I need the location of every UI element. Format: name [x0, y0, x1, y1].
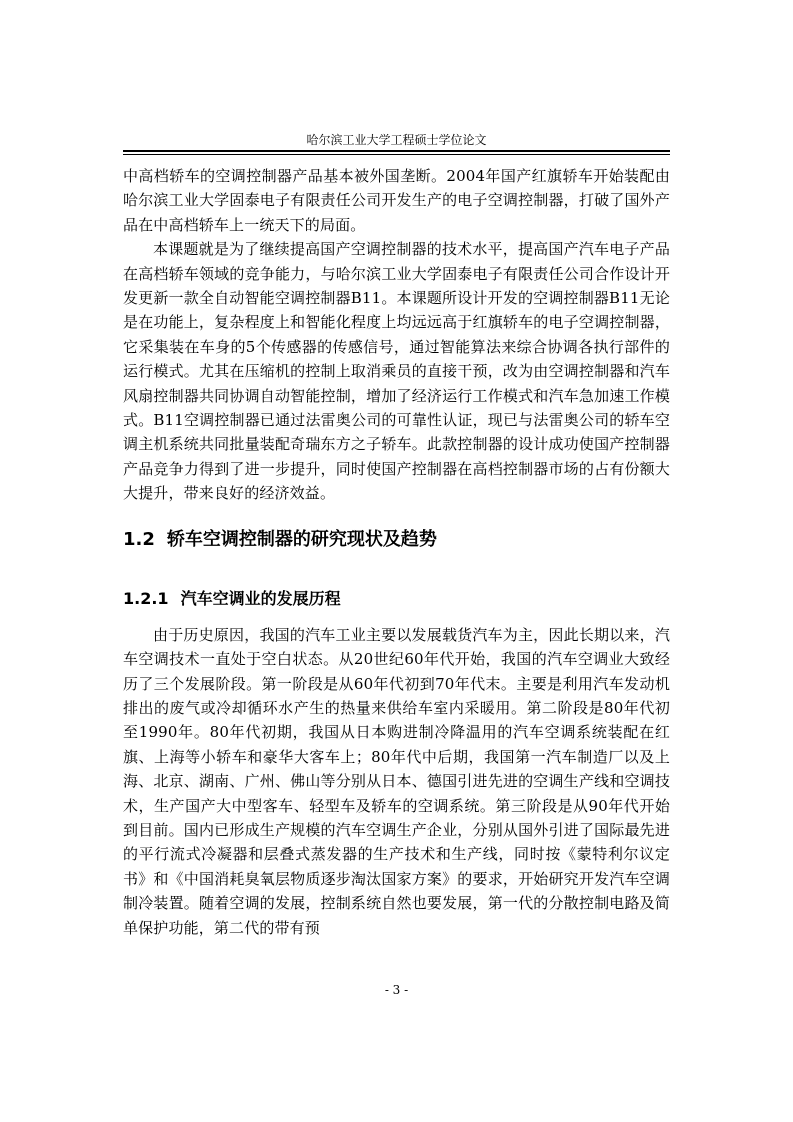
page-body	[123, 164, 670, 940]
header-rule-thin	[123, 154, 670, 155]
section-heading	[123, 527, 670, 553]
paragraph: 由于历史原因，我国的汽车工业主要以发展载货汽车为主，因此长期以来，汽车空调技术一直处于空白状态。从20世纪60年代开始，我国的汽车空调业大致经历了三个发展阶段。第一阶段是从60年代初到70年代末。主要是利用汽车发动机排出的废气或冷却循环水产生的热量来供给车室内采暖用。第二阶段是80年代初至1990年。80年代初期，我国从日本购进制冷降温用的汽车空调系统装配在红旗、上海等小轿车和豪华大客车上；80年代中后期，我国第一汽车制造厂以及上海、北京、湖南、广州、佛山等分别从日本、德国引进先进的空调生产线和空调技术，生产国产大中型客车、轻型车及轿车的空调系统。第三阶段是从90年代开始到目前。国内已形成生产规模的汽车空调生产企业，分别从国外引进了国际最先进的平行流式冷凝器和层叠式蒸发器的生产技术和生产线，同时按《蒙特利尔议定书》和《中国消耗臭氧层物质逐步淘汰国家方案》的要求，开始研究开发汽车空调制冷装置。随着空调的发展，控制系统自然也要发展，第一代的分散控制电路及简单保护功能，第二代的带有预	[123, 625, 670, 937]
subsection-title: 汽车空调业的发展历程	[180, 588, 341, 608]
subsection-heading	[123, 587, 670, 611]
paragraph: 本课题就是为了继续提高国产空调控制器的技术水平，提高国产汽车电子产品在高档轿车领域的竞争能力，与哈尔滨工业大学固泰电子有限责任公司合作设计开发更新一款全自动智能空调控制器B11。本课题所设计开发的空调控制器B11无论是在功能上，复杂程度上和智能化程度上均远远高于红旗轿车的电子空调控制器，它采集装在车身的5个传感器的传感信号，通过智能算法来综合协调各执行部件的运行模式。尤其在压缩机的控制上取消乘员的直接干预，改为由空调控制器和汽车风扇控制器共同协调自动智能控制，增加了经济运行工作模式和汽车急加速工作模式。B11空调控制器已通过法雷奥公司的可靠性认证，现已与法雷奥公司的轿车空调主机系统共同批量装配奇瑞东方之子轿车。此款控制器的设计成功使国产控制器产品竞争力得到了进一步提升，同时使国产控制器在高档控制器市场的占有份额大大提升，带来良好的经济效益。	[123, 240, 670, 503]
paragraph: 中高档轿车的空调控制器产品基本被外国垄断。2004年国产红旗轿车开始装配由哈尔滨工业大学固泰电子有限责任公司开发生产的电子空调控制器，打破了国外产品在中高档轿车上一统天下的局面。	[123, 167, 670, 234]
subsection-number: 1.2.1	[123, 588, 169, 608]
page-number: - 3 -	[384, 983, 409, 997]
section-number: 1.2	[123, 528, 155, 550]
header-rule-thick	[123, 150, 670, 152]
section-title: 轿车空调控制器的研究现状及趋势	[166, 528, 437, 550]
running-header: 哈尔滨工业大学工程硕士学位论文	[306, 133, 487, 147]
